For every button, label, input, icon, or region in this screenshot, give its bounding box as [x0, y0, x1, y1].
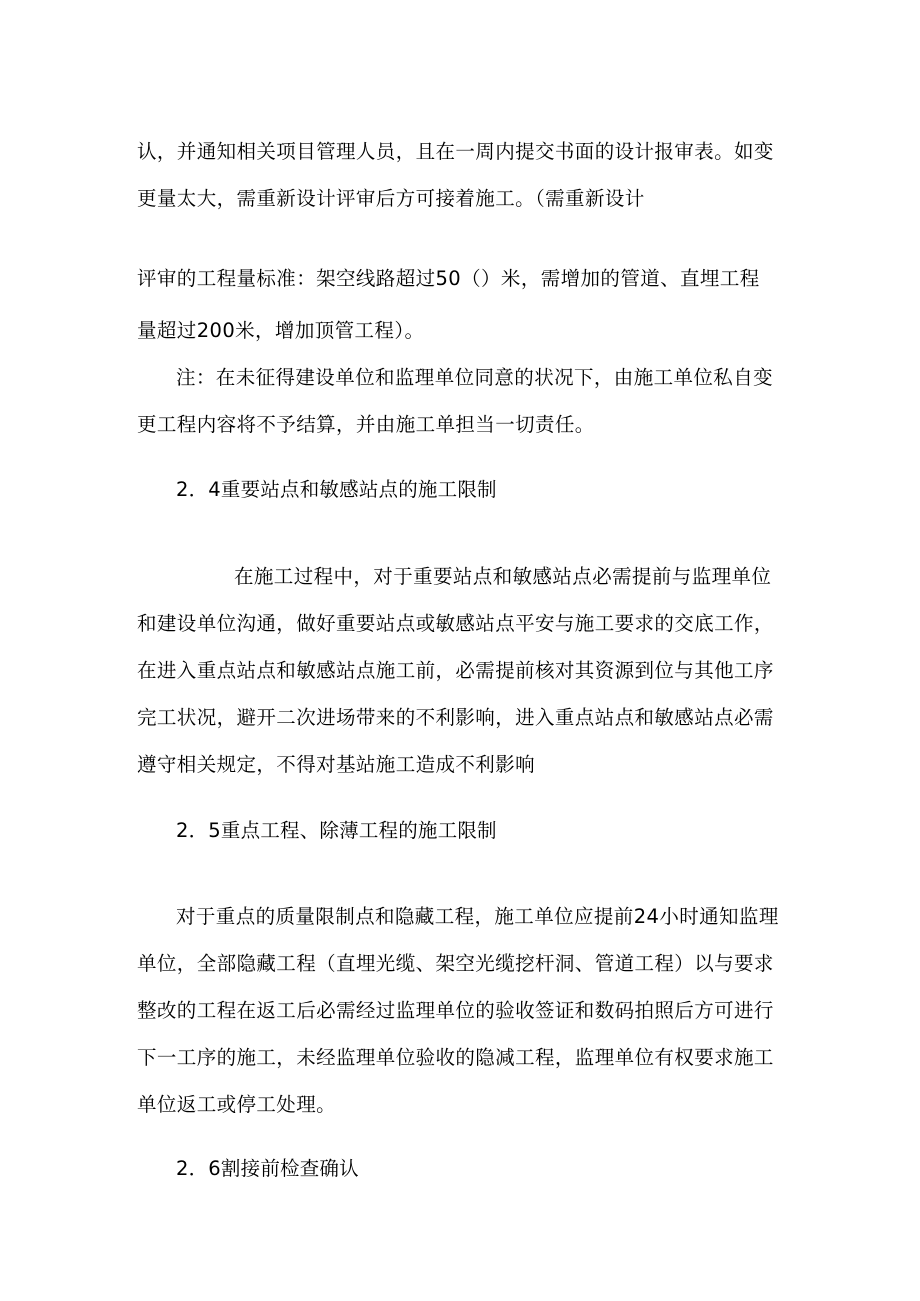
paragraph-line: 完工状况，避开二次进场带来的不利影响，进入重点站点和敏感站点必需	[137, 706, 774, 729]
paragraph-line: 认，并通知相关项目管理人员，且在一周内提交书面的设计报审表。如变	[137, 140, 774, 163]
paragraph-line: 遵守相关规定，不得对基站施工造成不利影响	[137, 753, 536, 776]
paragraph-line: 单位，全部隐藏工程（直埋光缆、架空光缆挖杆洞、管道工程）以与要求	[137, 952, 774, 975]
section-heading-2-5: 2．5重点工程、除薄工程的施工限制	[176, 819, 497, 842]
paragraph-line: 和建设单位沟通，做好重要站点或敏感站点平安与施工要求的交底工作，	[137, 612, 774, 635]
note-line: 更工程内容将不予结算，并由施工单担当一切责任。	[137, 413, 595, 436]
paragraph-line: 更量太大，需重新设计评审后方可接着施工。（需重新设计	[137, 187, 645, 210]
note-line: 注：在未征得建设单位和监理单位同意的状况下，由施工单位私自变	[176, 366, 774, 389]
paragraph-line: 单位返工或停工处理。	[137, 1093, 337, 1116]
paragraph-line: 下一工序的施工，未经监理单位验收的隐减工程，监理单位有权要求施工	[137, 1046, 774, 1069]
section-heading-2-4: 2．4重要站点和敏感站点的施工限制	[176, 478, 497, 501]
paragraph-line: 评审的工程量标准：架空线路超过50（）米，需增加的管道、直埋工程	[137, 267, 760, 290]
paragraph-line: 对于重点的质量限制点和隐藏工程，施工单位应提前24小时通知监理	[176, 905, 779, 928]
paragraph-line: 整改的工程在返工后必需经过监理单位的验收签证和数码拍照后方可进行	[137, 999, 774, 1022]
section-heading-2-6: 2．6割接前检查确认	[176, 1157, 359, 1180]
paragraph-line: 在进入重点站点和敏感站点施工前，必需提前核对其资源到位与其他工序	[137, 659, 774, 682]
paragraph-line: 量超过200米，增加顶管工程）。	[137, 319, 425, 342]
paragraph-line: 在施工过程中，对于重要站点和敏感站点必需提前与监理单位	[234, 565, 772, 588]
